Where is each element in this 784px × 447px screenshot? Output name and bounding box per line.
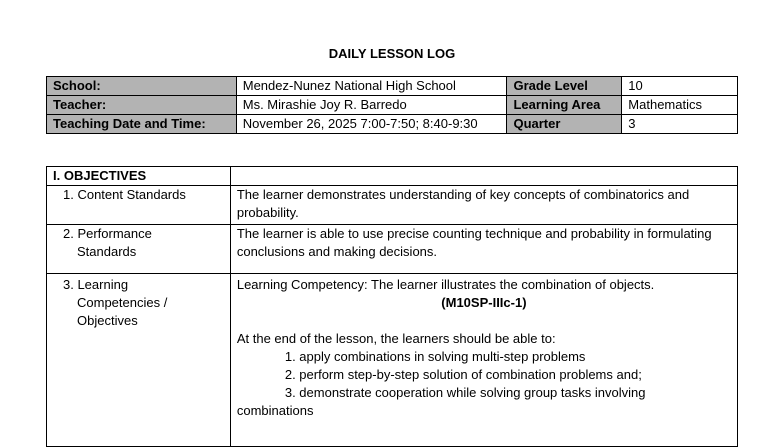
objective-item-continued: combinations <box>236 403 314 418</box>
section-title: I. OBJECTIVES <box>47 167 231 186</box>
learning-area-value: Mathematics <box>622 96 738 115</box>
school-label: School: <box>47 77 237 96</box>
learning-area-label: Learning Area <box>507 96 622 115</box>
document-title: DAILY LESSON LOG <box>328 46 456 61</box>
quarter-label: Quarter <box>507 115 622 134</box>
performance-label-line: 2. Performance <box>63 226 152 241</box>
content-standards-label: 1. Content Standards <box>47 186 231 225</box>
learning-competencies-label <box>47 274 231 447</box>
table-row <box>47 115 738 134</box>
school-value: Mendez-Nunez National High School <box>236 77 507 96</box>
competency-label-line: 3. Learning <box>63 277 129 292</box>
competency-label-line: Objectives <box>77 313 138 328</box>
table-row <box>47 274 738 447</box>
content-standards-text: The learner demonstrates understanding of key concepts of combinatorics and probability. <box>230 186 737 225</box>
table-row <box>47 186 738 225</box>
teacher-value: Ms. Mirashie Joy R. Barredo <box>236 96 507 115</box>
table-row <box>47 77 738 96</box>
table-row <box>47 167 738 186</box>
table-row <box>47 225 738 274</box>
performance-standards-label <box>47 225 231 274</box>
performance-standards-text: The learner is able to use precise counting technique and probability in formulating conclusions and making decisions. <box>230 225 737 274</box>
learning-competencies-text <box>230 274 737 447</box>
table-row <box>47 96 738 115</box>
competency-statement: Learning Competency: The learner illustrates the combination of objects. <box>236 277 655 292</box>
empty-cell <box>230 167 737 186</box>
teacher-label: Teacher: <box>47 96 237 115</box>
teaching-date-label: Teaching Date and Time: <box>47 115 237 134</box>
school-info-table <box>46 76 738 134</box>
objective-item: 3. demonstrate cooperation while solving group tasks involving <box>284 385 646 400</box>
grade-level-value: 10 <box>622 77 738 96</box>
competency-label-line: Competencies / <box>77 295 168 310</box>
objective-item: 1. apply combinations in solving multi-step problems <box>284 349 586 364</box>
objective-item: 2. perform step-by-step solution of combination problems and; <box>284 367 642 382</box>
teaching-date-value: November 26, 2025 7:00-7:50; 8:40-9:30 <box>236 115 507 134</box>
objectives-intro: At the end of the lesson, the learners should be able to: <box>236 331 556 346</box>
grade-level-label: Grade Level <box>507 77 622 96</box>
performance-label-line: Standards <box>77 244 137 259</box>
quarter-value: 3 <box>622 115 738 134</box>
competency-code: (M10SP-IIIc-1) <box>441 295 527 310</box>
objectives-table <box>46 166 738 447</box>
